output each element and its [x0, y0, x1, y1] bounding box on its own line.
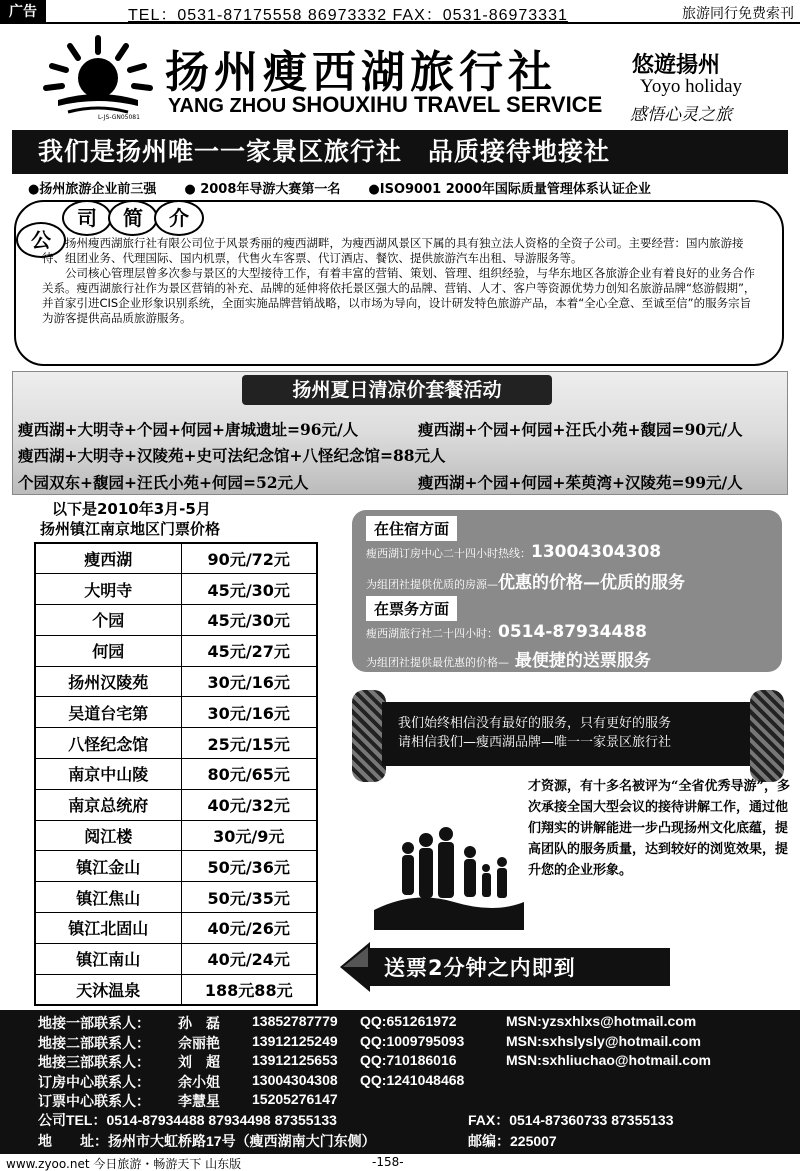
lodging-note-big: 优惠的价格—优质的服务 [498, 573, 685, 593]
scroll-line: 我们始终相信没有最好的服务，只有更好的服务 [398, 716, 672, 731]
ticket-price: 80元/65元 [181, 759, 317, 790]
summer-title: 扬州夏日清凉价套餐活动 [242, 375, 552, 405]
footer [0, 1154, 800, 1171]
tickets-heading-region: 扬州镇江南京地区门票价格 [40, 520, 221, 538]
ticket-note-big: 最便捷的送票服务 [509, 651, 651, 671]
package-item: 瘦西湖+大明寺+汉陵苑+史可法纪念馆+八怪纪念馆=88元人 [18, 446, 446, 465]
service-box [352, 510, 782, 672]
ticket-price: 30元/16元 [181, 697, 317, 728]
ticket-price: 50元/36元 [181, 851, 317, 882]
ticket-site-name: 八怪纪念馆 [35, 728, 181, 759]
features-row [28, 178, 788, 197]
feature-item: ● 2008年导游大赛第一名 [184, 182, 341, 197]
intro-heading-char: 公 [16, 222, 66, 258]
people-silhouette-icon [374, 810, 524, 930]
ticket-site-name: 镇江金山 [35, 851, 181, 882]
footer-site: www.zyoo.net 今日旅游・畅游天下 山东版 [6, 1157, 242, 1171]
contact-qq: QQ:710186016 [360, 1052, 457, 1068]
lodging-hotline: 13004304308 [531, 542, 662, 562]
company-name-en [168, 92, 602, 118]
ticket-price: 45元/27元 [181, 635, 317, 666]
ticket-site-name: 镇江南山 [35, 943, 181, 974]
guide-description: 才资源，有十多名被评为“全省优秀导游”，多次承接全国大型会议的接待讲解工作，通过他们翔实的讲解能进一步凸现扬州文化底蕴，提高团队的服务质量，达到较好的浏览效果，提升您的企业形象。 [528, 779, 790, 878]
feature-item: ●扬州旅游企业前三强 [28, 182, 157, 197]
ticket-price: 40元/32元 [181, 789, 317, 820]
ticket-row [35, 913, 317, 944]
ticket-row [35, 728, 317, 759]
ticket-row [35, 635, 317, 666]
scroll-banner [352, 690, 786, 782]
ticket-site-name: 天沐温泉 [35, 974, 181, 1005]
ticket-price: 90元/72元 [181, 543, 317, 574]
intro-text [42, 236, 760, 326]
ticket-price: 40元/24元 [181, 943, 317, 974]
ticket-price: 45元/30元 [181, 574, 317, 605]
ticket-row [35, 697, 317, 728]
ticket-site-name: 瘦西湖 [35, 543, 181, 574]
ticket-site-name: 阅江楼 [35, 820, 181, 851]
ticket-row [35, 543, 317, 574]
ticket-line-row [366, 622, 647, 642]
ticket-price: 45元/30元 [181, 605, 317, 636]
ticket-site-name: 镇江焦山 [35, 882, 181, 913]
ticket-line-label: 瘦西湖旅行社二十四小时： [366, 627, 498, 640]
package-item: 个园双东+馥园+汪氏小苑+何园=52元人 [18, 473, 309, 492]
index-label: 旅游同行免费索刊 [682, 6, 794, 22]
intro-heading-char: 介 [154, 200, 204, 236]
ticket-site-name: 大明寺 [35, 574, 181, 605]
scroll-roll-right [750, 690, 784, 782]
package-item: 瘦西湖+个园+何园+汪氏小苑+馥园=90元/人 [418, 420, 743, 439]
cert-code: L-JS-GN05081 [98, 114, 140, 121]
contact-name: 孙 磊 [178, 1015, 220, 1031]
contact-phone: 13912125249 [252, 1032, 338, 1049]
ticket-price: 25元/15元 [181, 728, 317, 759]
contact-label: 地接三部联系人： [38, 1054, 150, 1070]
ticket-row [35, 605, 317, 636]
company-postcode: 邮编：225007 [468, 1133, 557, 1149]
slogan-tag: 感悟心灵之旅 [630, 105, 732, 125]
scroll-text [382, 702, 758, 766]
ticket-row [35, 759, 317, 790]
slogan-cn: 悠遊揚州 [632, 52, 721, 78]
contact-label: 订票中心联系人： [38, 1093, 150, 1109]
contact-name: 佘丽艳 [178, 1034, 220, 1051]
contact-label: 订房中心联系人： [38, 1073, 150, 1090]
ticket-price: 188元88元 [181, 974, 317, 1005]
contact-name: 余小姐 [178, 1073, 220, 1090]
ticket-price-table [34, 542, 318, 1006]
ad-label: 广告 [0, 0, 46, 24]
ticket-site-name: 扬州汉陵苑 [35, 666, 181, 697]
ticket-row [35, 974, 317, 1005]
intro-paragraph: 公司核心管理层曾多次参与景区的大型接待工作，有着丰富的营销、策划、管理、组织经验，与华东地区各旅游企业有着良好的业务合作关系。瘦西湖旅行社作为景区营销的补充、品牌的延伸将依托景区强大的品牌、营销、人才、客户等资源优势力创知名旅游品牌“悠游假期”，并首家引进CIS企业形象识别系统，全面实施品牌营销战略，以市场为导向，设计研发特色旅游产品，本着“全心全意、至诚至信”的服务宗旨为游客提供高品质旅游服务。 [42, 266, 756, 325]
feature-item: ●ISO9001 2000年国际质量管理体系认证企业 [368, 182, 651, 197]
lodging-hotline-label: 瘦西湖订房中心二十四小时热线： [366, 547, 531, 560]
ticket-site-name: 吴道台宅第 [35, 697, 181, 728]
scroll-line: 请相信我们—瘦西湖品牌—唯一一家景区旅行社 [398, 735, 672, 750]
ticket-site-name: 南京中山陵 [35, 759, 181, 790]
ticket-line: 0514-87934488 [498, 622, 647, 642]
contact-phone: 13004304308 [252, 1071, 338, 1088]
contact-phone: 13912125653 [252, 1052, 338, 1068]
ticket-site-name: 何园 [35, 635, 181, 666]
contact-qq: QQ:651261972 [360, 1013, 457, 1029]
company-name-en-a: YANG ZHOU [168, 95, 287, 117]
ticket-row [35, 574, 317, 605]
contact-label: 地接一部联系人： [38, 1015, 150, 1031]
contacts-panel [0, 1010, 800, 1154]
company-address: 地 址：扬州市大虹桥路17号（瘦西湖南大门东侧） [38, 1133, 376, 1149]
lodging-hotline-row [366, 542, 661, 562]
contact-phone: 13852787779 [252, 1013, 338, 1029]
lodging-note-row [366, 568, 685, 593]
scroll-roll-left [352, 690, 386, 782]
company-name-en-b: SHOUXIHU TRAVEL SERVICE [291, 92, 603, 117]
contact-qq: QQ:1009795093 [360, 1032, 465, 1049]
ticket-note-row [366, 646, 651, 671]
package-item: 瘦西湖+个园+何园+茱萸湾+汉陵苑=99元/人 [418, 473, 743, 492]
header [0, 26, 800, 128]
ticket-row [35, 851, 317, 882]
ticket-price: 30元/16元 [181, 666, 317, 697]
contact-name: 刘 超 [178, 1054, 220, 1070]
top-bar [0, 0, 800, 24]
company-fax: FAX：0514-87360733 87355133 [468, 1112, 674, 1128]
ticket-note: 为组团社提供最优惠的价格— [366, 656, 509, 669]
intro-heading-char: 简 [108, 200, 158, 236]
ticket-row [35, 789, 317, 820]
slogan-en: Yoyo holiday [640, 76, 743, 97]
package-item: 瘦西湖+大明寺+个园+何园+唐城遗址=96元/人 [18, 420, 359, 439]
send-ticket-text: 送票2分钟之内即到 [384, 956, 576, 980]
ticket-row [35, 943, 317, 974]
tickets-heading-period: 以下是2010年3月-5月 [52, 500, 211, 518]
ticket-site-name: 南京总统府 [35, 789, 181, 820]
top-contact: TEL：0531-87175558 86973332 FAX：0531-86973331 [128, 7, 568, 24]
intro-paragraph: 扬州瘦西湖旅行社有限公司位于风景秀丽的瘦西湖畔，为瘦西湖风景区下属的具有独立法人资格的全资子公司。主要经营：国内旅游接待、组团业务、代理国际、国内机票，代售火车客票、代订酒店、餐饮、提供旅游汽车出租、导游服务等。 [42, 236, 744, 265]
contact-msn: MSN:sxhslysly@hotmail.com [506, 1032, 701, 1049]
contact-qq: QQ:1241048468 [360, 1071, 465, 1088]
sun-logo-icon [38, 34, 158, 122]
footer-page: -158- [372, 1155, 404, 1169]
company-name-cn: 扬州瘦西湖旅行社 [165, 47, 557, 98]
contact-name: 李慧星 [178, 1093, 220, 1109]
ticket-site-name: 个园 [35, 605, 181, 636]
ticket-tag: 在票务方面 [366, 596, 457, 621]
ticket-site-name: 镇江北固山 [35, 913, 181, 944]
ticket-price: 40元/26元 [181, 913, 317, 944]
ticket-price: 50元/35元 [181, 882, 317, 913]
contact-phone: 15205276147 [252, 1091, 338, 1107]
ticket-row [35, 666, 317, 697]
lodging-note: 为组团社提供优质的房源— [366, 578, 498, 591]
lodging-tag: 在住宿方面 [366, 516, 457, 541]
contact-label: 地接二部联系人： [38, 1034, 150, 1051]
contact-msn: MSN:yzsxhlxs@hotmail.com [506, 1013, 697, 1029]
contact-msn: MSN:sxhliuchao@hotmail.com [506, 1052, 712, 1068]
ticket-price: 30元/9元 [181, 820, 317, 851]
ticket-row [35, 820, 317, 851]
ticket-row [35, 882, 317, 913]
headline-banner: 我们是扬州唯一一家景区旅行社 品质接待地接社 [12, 130, 788, 174]
company-tel: 公司TEL：0514-87934488 87934498 87355133 [38, 1112, 337, 1128]
intro-heading-char: 司 [62, 200, 112, 236]
